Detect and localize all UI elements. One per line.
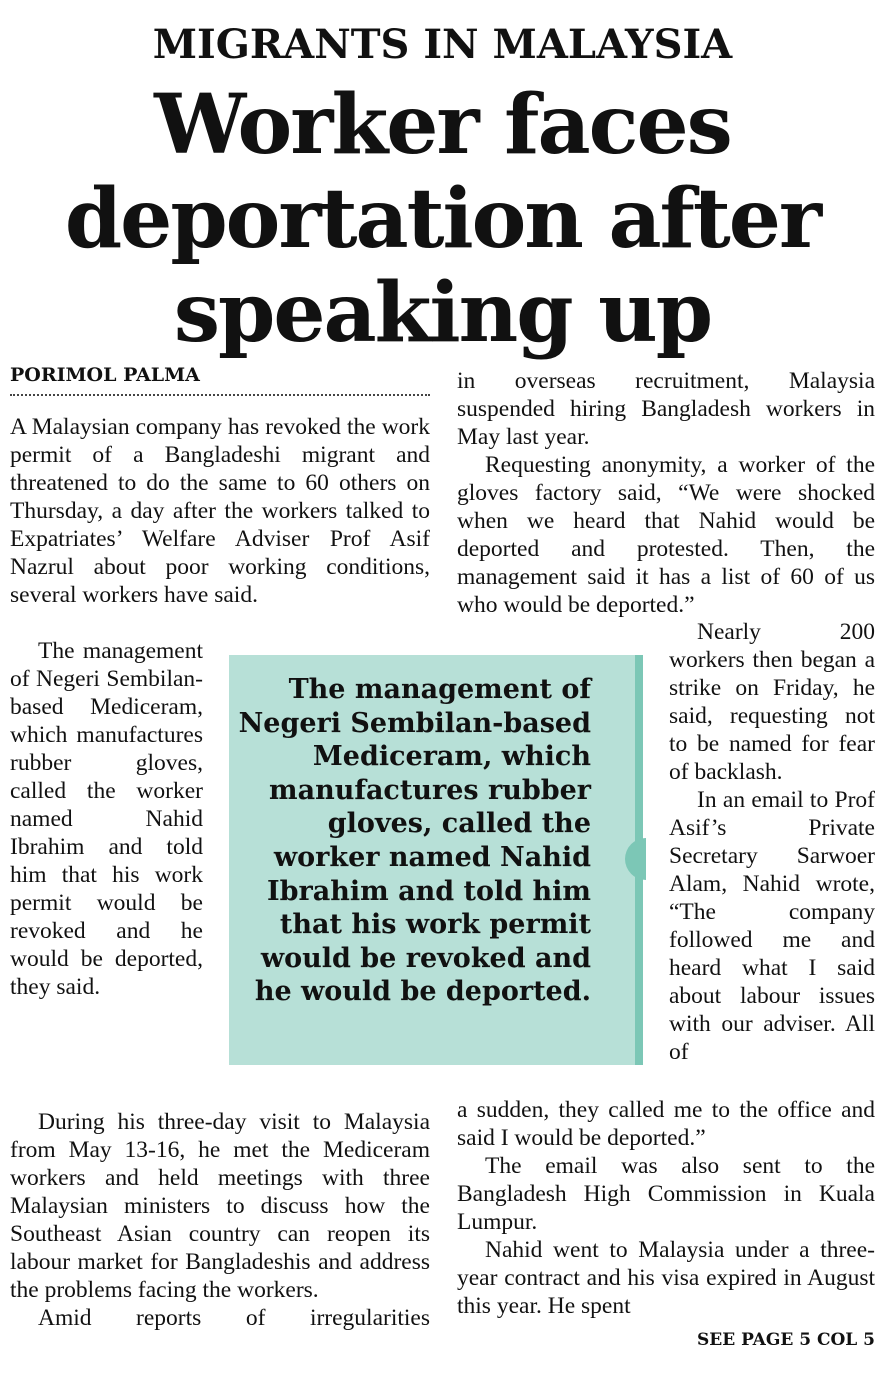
left-column-top (10, 413, 430, 609)
article-paragraph: During his three-day visit to Malaysia from May 13-16, he met the Mediceram workers and held meetings with three Malaysian ministers to discuss how the Southeast Asian country can reopen its labour market for Bangladeshis and address the problems facing the workers. (10, 1109, 430, 1303)
article-paragraph: Nahid went to Malaysia under a three-year contract and his visa expired in August this year. He spent (457, 1237, 875, 1319)
article-paragraph: The management of Negeri Sembilan-based Mediceram, which manufactures rubber gloves, called the worker named Nahid Ibrahim and told him that his work permit would be revoked and he would be deported, they said. (10, 638, 203, 1000)
article-paragraph: in overseas recruitment, Malaysia suspended hiring Bangladesh workers in May last year. (457, 368, 875, 450)
pull-quote-text: The management of Negeri Sembilan-based Mediceram, which manufactures rubber gloves, called the worker named Nahid Ibrahim and told him that his work permit would be revoked and he would be deported. (238, 674, 591, 1008)
continuation-note: SEE PAGE 5 COL 5 (696, 1330, 875, 1350)
headline-line-3: speaking up (173, 265, 712, 361)
headline-line-2: deportation after (64, 171, 821, 267)
article-paragraph: Nearly 200 workers then began a strike on Friday, he said, requesting not to be named for fear of backlash. (669, 619, 875, 785)
headline-line-1: Worker faces (154, 77, 731, 173)
right-column-top (457, 367, 875, 619)
article-paragraph: Amid reports of irregularities (38, 1305, 430, 1331)
right-column-bottom (457, 1096, 875, 1320)
section-kicker: MIGRANTS IN MALAYSIA (152, 21, 733, 68)
headline (0, 78, 885, 360)
byline: PORIMOL PALMA (10, 362, 430, 396)
article-paragraph: Requesting anonymity, a worker of the gloves factory said, “We were shocked when we heard that Nahid would be deported and protested. Then, the management said it has a list of 60 of us who would be deported.” (457, 452, 875, 618)
pull-quote-notch-icon (622, 838, 646, 880)
article-paragraph: The email was also sent to the Bangladesh High Commission in Kuala Lumpur. (457, 1153, 875, 1235)
left-column-bottom (10, 1108, 430, 1332)
article-paragraph: A Malaysian company has revoked the work permit of a Bangladeshi migrant and threatened to do the same to 60 others on Thursday, a day after the workers talked to Expatriates’ Welfare Adviser Prof Asif Nazrul about poor working conditions, several workers have said. (10, 414, 430, 608)
article-paragraph: a sudden, they called me to the office and said I would be deported.” (457, 1097, 875, 1151)
left-column-narrow (10, 637, 203, 1001)
pull-quote-box (229, 655, 643, 1065)
right-column-narrow (669, 618, 875, 1066)
article-paragraph: In an email to Prof Asif’s Private Secretary Sarwoer Alam, Nahid wrote, “The company followed me and heard what I said about labour issues with our adviser. All of (669, 787, 875, 1065)
